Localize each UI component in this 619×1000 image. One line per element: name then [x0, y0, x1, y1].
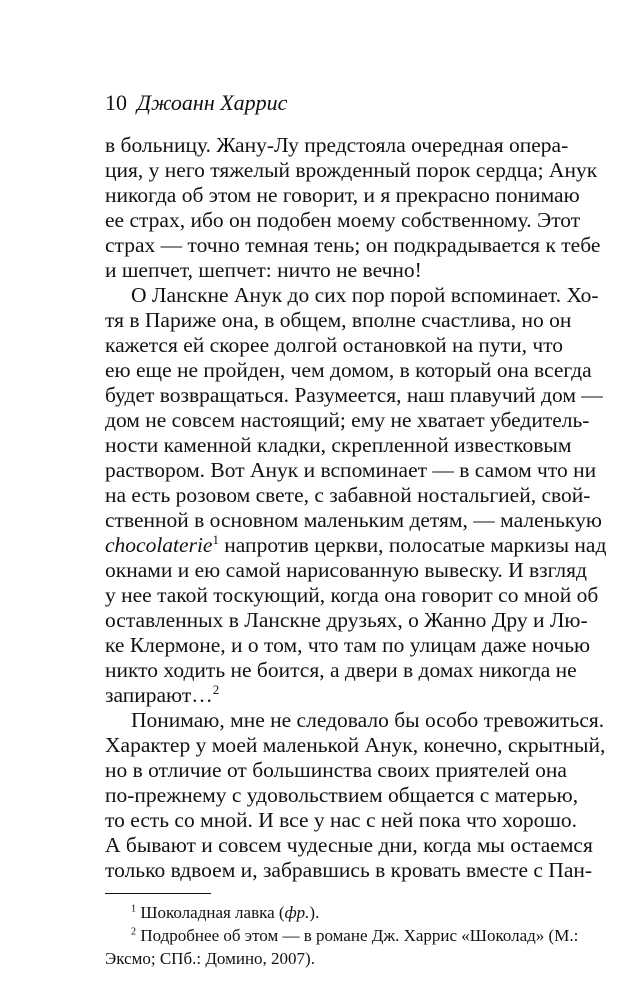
running-header: [105, 90, 287, 116]
text-line: запирают…$^2$: [105, 682, 220, 707]
footnote-ref: 2: [212, 682, 220, 697]
text-line: никто ходить не боится, а двери в домах никогда не: [105, 658, 577, 682]
text-line: по-прежнему с удовольствием общается с матерью,: [105, 783, 579, 807]
text-line: О Ланскне Анук до сих пор порой вспоминает. Хо-: [131, 283, 599, 307]
text-line: Характер у моей маленькой Анук, конечно, скрытный,: [105, 733, 606, 757]
text-line: ственной в основном маленьким детям, — маленькую: [105, 508, 602, 532]
text-line: ности каменной кладки, скрепленной известковым: [105, 433, 572, 457]
text-line: но в отличие от большинства своих приятелей она: [105, 758, 567, 782]
text-line: оставленных в Ланскне друзьях, о Жанно Дру и Лю-: [105, 608, 588, 632]
text-line: ее страх, ибо он подобен моему собственному. Этот: [105, 208, 581, 232]
text-line: страх — точно темная тень; он подкрадывается к тебе: [105, 233, 601, 257]
text-line: в больницу. Жану-Лу предстояла очередная опера-: [105, 133, 569, 157]
text-line: Понимаю, мне не следовало бы особо тревожиться.: [131, 708, 605, 732]
text-line: у нее такой тоскующий, когда она говорит со мной об: [105, 583, 599, 607]
text-line: то есть со мной. И все у нас с ней пока что хорошо.: [105, 808, 578, 832]
footnote-1: $^1$ Шоколадная лавка (фр.).: [131, 903, 320, 922]
text-line: только вдвоем и, забравшись в кровать вместе с Пан-: [105, 858, 593, 882]
text-line: ке Клермоне, и о том, что там по улицам даже ночью: [105, 633, 591, 657]
text-line: и шепчет, шепчет: ничто не вечно!: [105, 258, 422, 282]
text-line: ею еще не пройден, чем домом, в который она всегда: [105, 358, 592, 382]
text-line: chocolaterie$^1$ напротив церкви, полосатые маркизы над: [105, 532, 607, 557]
footnote-2: $^2$ Подробнее об этом — в романе Дж. Харрис «Шоколад» (М.:: [131, 926, 579, 945]
page-number: 10: [105, 90, 127, 115]
text-line: окнами и ею самой нарисованную вывеску. И взгляд: [105, 558, 587, 582]
footnote-rule: [105, 893, 211, 894]
text-line: кажется ей скорее долгой остановкой на пути, что: [105, 333, 563, 357]
text-line: будет возвращаться. Разумеется, наш плавучий дом —: [105, 383, 603, 407]
footnote-2-continued: Эксмо; СПб.: Домино, 2007).: [105, 949, 315, 968]
footnote-ref: 1: [212, 532, 219, 547]
text-line: ция, у него тяжелый врожденный порок сердца; Анук: [105, 158, 598, 182]
text-line: никогда об этом не говорит, и я прекрасно понимаю: [105, 183, 580, 207]
running-author: Джоанн Харрис: [137, 90, 288, 115]
text-line: тя в Париже она, в общем, вполне счастлива, но он: [105, 308, 572, 332]
text-line: раствором. Вот Анук и вспоминает — в самом что ни: [105, 458, 597, 482]
text-line: дом не совсем настоящий; ему не хватает убедитель-: [105, 408, 590, 432]
text-line: А бывают и совсем чудесные дни, когда мы остаемся: [105, 833, 593, 857]
text-line: на есть розовом свете, с забавной ностальгией, свой-: [105, 483, 591, 507]
foreign-word: chocolaterie: [105, 533, 213, 557]
